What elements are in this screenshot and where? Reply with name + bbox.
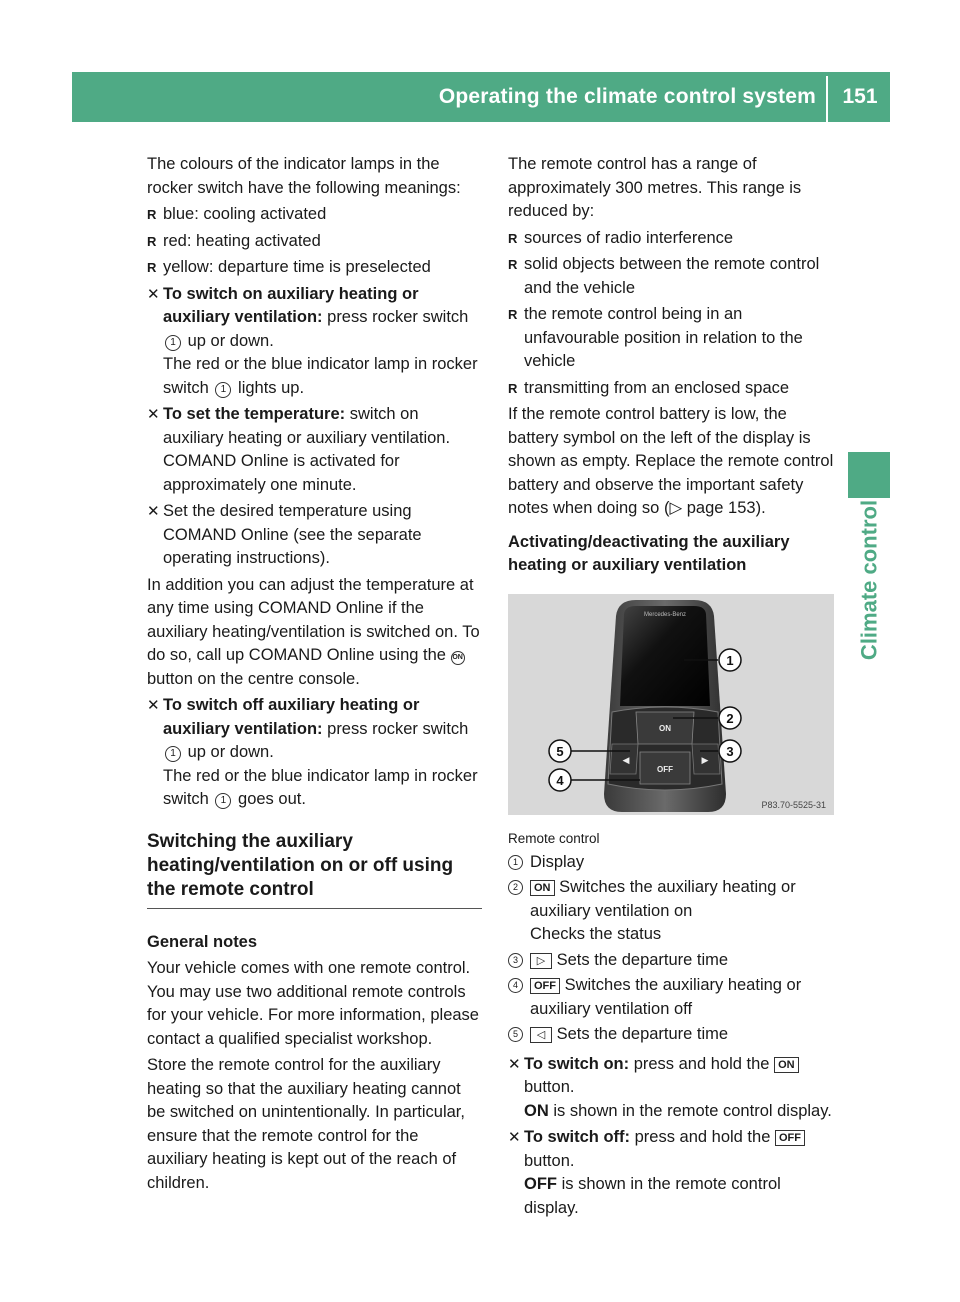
step-text: lights up. [238, 378, 305, 397]
chapter-tab-marker [848, 452, 890, 498]
step-emphasis: OFF [524, 1175, 557, 1193]
ref-number-icon: 1 [215, 382, 231, 398]
step-arrow-icon: ✕ [147, 503, 160, 520]
callout-1: 1 [726, 652, 734, 668]
callout-3: 3 [726, 743, 734, 759]
general-notes-paragraph: Your vehicle comes with one remote control. You may use two additional remote controls for your vehicle. For more information, please contact a qualified specialist workshop. [147, 959, 479, 1048]
bullet-item: R solid objects between the remote control and the vehicle [508, 253, 838, 300]
bullet-item: R yellow: departure time is preselected [147, 256, 482, 280]
legend-number-icon: 3 [508, 953, 523, 968]
step-arrow-icon: ✕ [147, 285, 160, 303]
step-text: press and hold the [633, 1054, 770, 1073]
step-title: To switch on auxiliary heating or auxiliary ventilation: [163, 284, 419, 326]
figure-caption: Remote control [508, 830, 600, 846]
chapter-side-label-text: Climate control [856, 499, 882, 661]
paragraph-text: In addition you can adjust the temperature at any time using COMAND Online if the auxiliary heating/ventilation is switched on. To do so, call up COMAND Online using the [147, 575, 480, 664]
step-text: press rocker switch [327, 719, 469, 738]
off-key-icon: OFF [775, 1130, 805, 1146]
step-text: The red or the blue indicator lamp in rocker switch [163, 355, 478, 397]
step-emphasis: ON [524, 1101, 549, 1120]
header-divider [826, 76, 828, 122]
step-title: To switch on: [524, 1054, 630, 1073]
step-text: button. [524, 1151, 575, 1170]
comand-paragraph [147, 574, 482, 692]
step-text: is shown in the remote control display. [524, 1175, 781, 1217]
ref-number-icon: 1 [165, 746, 181, 762]
step-text: Set the desired temperature using COMAND Online (see the separate operating instructions). [163, 502, 422, 567]
bullet-item: R blue: cooling activated [147, 203, 482, 227]
brand-text: Mercedes-Benz [643, 611, 687, 618]
step-title: To switch off: [524, 1128, 631, 1146]
right-column [508, 153, 838, 1220]
legend-text: Switches the auxiliary heating or auxiliary ventilation on [530, 878, 796, 920]
legend-number-icon: 4 [508, 978, 523, 993]
legend-number-icon: 5 [508, 1027, 523, 1042]
step-text: COMAND Online is activated for approximately one minute. [163, 452, 400, 494]
step-text: switch on auxiliary heating or auxiliary ventilation. [163, 405, 451, 447]
bullet-item: R red: heating activated [147, 230, 482, 254]
bullet-item: R transmitting from an enclosed space [508, 377, 838, 401]
page-ref-arrow-icon: ▷ [669, 499, 683, 517]
on-key-icon: ON [530, 880, 555, 896]
activating-heading: Activating/deactivating the auxiliary heating or auxiliary ventilation [508, 532, 790, 574]
general-notes-heading: General notes [147, 932, 258, 951]
off-button-label: OFF [657, 764, 673, 774]
storage-paragraph: Store the remote control for the auxiliary heating so that the auxiliary heating cannot be switched on unintentionally. In particular, ensure that the remote control for the auxiliary heating is kept out of the reach of children. [147, 1056, 465, 1192]
off-key-icon: OFF [530, 978, 560, 994]
step-remote-switch-off [508, 1126, 838, 1220]
legend-text: Switches the auxiliary heating or auxiliary ventilation off [530, 976, 802, 1018]
legend-text: Display [530, 852, 585, 871]
bullet-item: R sources of radio interference [508, 227, 838, 251]
step-text: is shown in the remote control display. [553, 1101, 832, 1120]
step-remote-switch-on [508, 1053, 838, 1124]
step-switch-off [147, 694, 482, 812]
step-switch-on [147, 283, 482, 401]
legend-text: Checks the status [530, 925, 662, 943]
remote-display [620, 606, 710, 706]
range-intro: The remote control has a range of approximately 300 metres. This range is reduced by: [508, 155, 802, 220]
part-number: P83.70-5525-31 [761, 799, 826, 810]
page-reference: page 153). [686, 499, 766, 517]
step-title: To switch off auxiliary heating or auxiliary ventilation: [163, 696, 420, 738]
legend-text: Sets the departure time [556, 1025, 729, 1043]
battery-paragraph [508, 403, 838, 521]
step-text: button. [524, 1078, 575, 1096]
left-arrow-icon: ◀ [622, 754, 630, 765]
step-title: To set the temperature: [163, 405, 346, 423]
step-arrow-icon: ✕ [508, 1129, 521, 1146]
left-column [147, 153, 482, 1195]
on-key-icon: ON [774, 1057, 799, 1073]
page-number: 151 [842, 85, 878, 108]
indicator-intro: The colours of the indicator lamps in the rocker switch have the following meanings: [147, 155, 461, 197]
step-text: press rocker switch [327, 308, 469, 326]
forward-key-icon: ▷ [530, 953, 552, 969]
on-button-icon: ON [451, 651, 465, 665]
legend-number-icon: 1 [508, 855, 523, 870]
back-key-icon: ◁ [530, 1027, 552, 1043]
legend-item [508, 949, 838, 973]
legend-item [508, 974, 838, 1021]
remote-control-figure [508, 594, 834, 815]
legend-item [508, 876, 838, 947]
header-bar [72, 72, 890, 122]
step-desired-temperature [147, 500, 482, 571]
step-set-temperature [147, 403, 482, 497]
callout-2: 2 [726, 710, 734, 726]
step-text: goes out. [238, 790, 306, 808]
legend-item [508, 851, 838, 875]
step-arrow-icon: ✕ [508, 1055, 521, 1073]
paragraph-text: If the remote control battery is low, the battery symbol on the left of the display is shown as empty. Replace the remote control battery and observe the important safety notes when doing so ( [508, 405, 834, 517]
page-header-title: Operating the climate control system [438, 85, 816, 108]
on-button-label: ON [659, 723, 671, 733]
bullet-item: R the remote control being in an unfavourable position in relation to the vehicle [508, 303, 838, 374]
legend-text: Sets the departure time [556, 950, 729, 969]
ref-number-icon: 1 [165, 335, 181, 351]
ref-number-icon: 1 [215, 793, 231, 809]
right-arrow-icon: ▶ [701, 754, 709, 765]
section-heading: Switching the auxiliary heating/ventilation on or off using the remote control [147, 830, 482, 909]
paragraph-text: button on the centre console. [147, 669, 360, 688]
step-text: up or down. [187, 331, 274, 350]
step-text: The red or the blue indicator lamp in rocker switch [163, 766, 478, 808]
step-text: up or down. [187, 743, 274, 761]
legend-number-icon: 2 [508, 880, 523, 895]
legend-item [508, 1023, 838, 1047]
step-text: press and hold the [634, 1128, 771, 1146]
step-arrow-icon: ✕ [147, 697, 160, 714]
callout-5: 5 [556, 743, 564, 759]
callout-4: 4 [556, 772, 564, 788]
step-arrow-icon: ✕ [147, 406, 160, 423]
remote-control-illustration [508, 594, 834, 815]
